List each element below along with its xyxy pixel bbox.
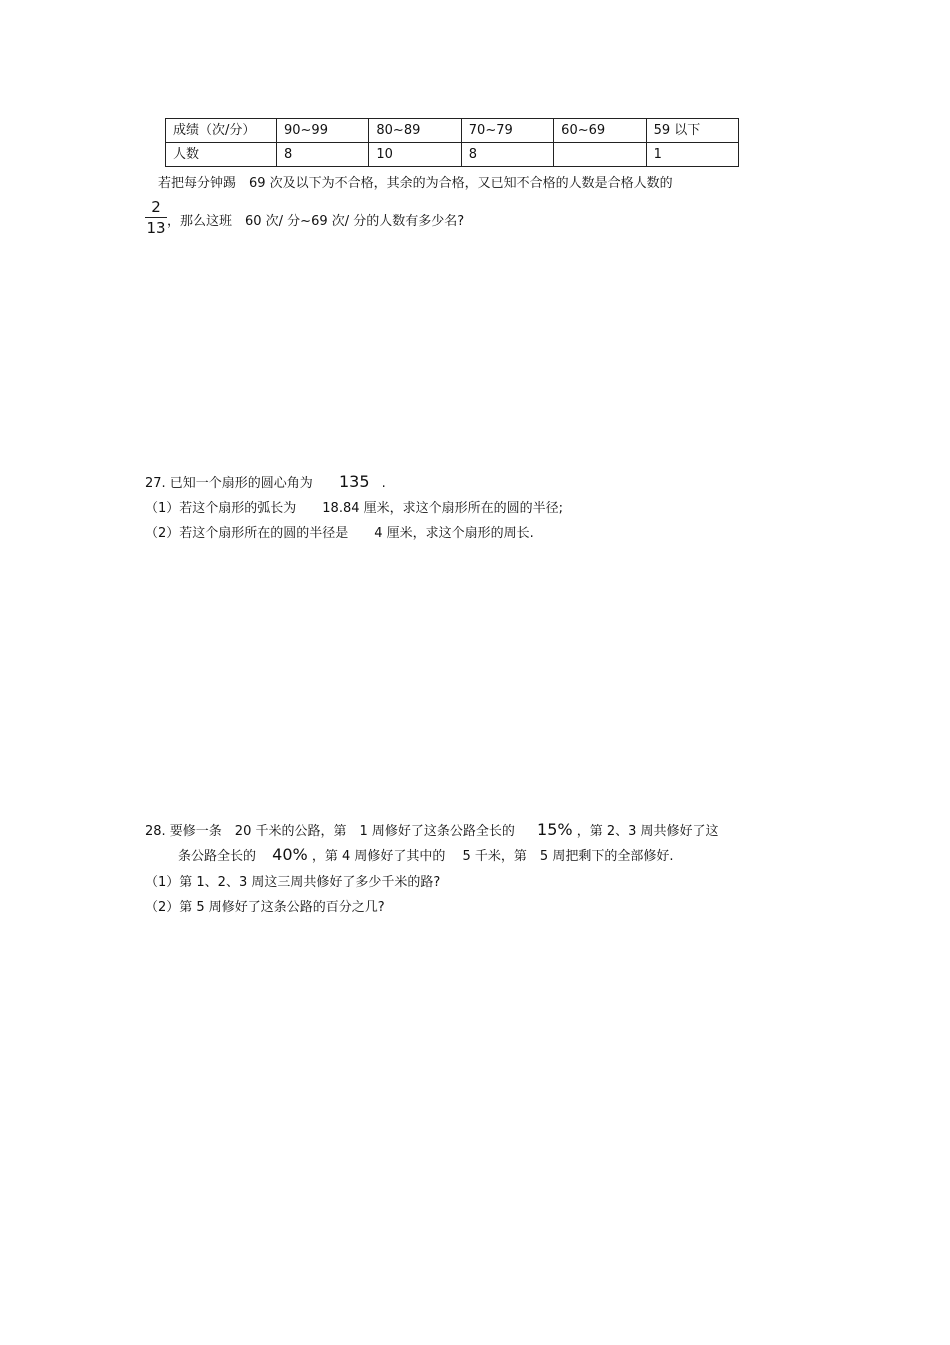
q28-part2: （2）第 5 周修好了这条公路的百分之几? — [145, 900, 385, 915]
table-cell: 8 — [461, 143, 553, 167]
fraction-bar — [145, 217, 167, 218]
q28-line1 — [145, 820, 719, 839]
q26-fraction — [145, 199, 167, 237]
q28-pct2: 40% — [272, 845, 308, 864]
table-cell: 8 — [277, 143, 369, 167]
q27-part2: （2）若这个扇形所在的圆的半径是 4 厘米，求这个扇形的周长. — [145, 526, 534, 541]
table-cell: 人数 — [166, 143, 277, 167]
q28-line2-a: 条公路全长的 — [178, 849, 257, 864]
q27-prefix: 27. 已知一个扇形的圆心角为 — [145, 476, 313, 491]
q27-suffix: . — [381, 476, 386, 491]
table-cell: 1 — [646, 143, 738, 167]
table-row — [166, 119, 739, 143]
q27-angle: 135 — [338, 472, 370, 491]
table-cell: 70~79 — [461, 119, 553, 143]
score-table — [165, 118, 739, 167]
table-cell: 成绩（次/分） — [166, 119, 277, 143]
fraction-denominator: 13 — [146, 219, 166, 237]
table-cell: 60~69 — [554, 119, 646, 143]
q28-line2-b: ，第 4 周修好了其中的 5 千米，第 5 周把剩下的全部修好. — [311, 849, 674, 864]
table-cell — [554, 143, 646, 167]
table-cell: 90~99 — [277, 119, 369, 143]
q27-part1: （1）若这个扇形的弧长为 18.84 厘米，求这个扇形所在的圆的半径; — [145, 501, 563, 516]
q28-line2 — [178, 845, 673, 864]
q26-line2: ，那么这班 60 次/ 分~69 次/ 分的人数有多少名? — [167, 214, 465, 229]
table-cell: 80~89 — [369, 119, 461, 143]
q27-stem — [145, 472, 386, 491]
table-cell: 59 以下 — [646, 119, 738, 143]
fraction-numerator: 2 — [151, 198, 161, 216]
q28-part1: （1）第 1、2、3 周这三周共修好了多少千米的路? — [145, 875, 441, 890]
q28-line1-a: 28. 要修一条 20 千米的公路，第 1 周修好了这条公路全长的 — [145, 824, 515, 839]
table-row — [166, 143, 739, 167]
table-cell: 10 — [369, 143, 461, 167]
q26-line1: 若把每分钟踢 69 次及以下为不合格，其余的为合格，又已知不合格的人数是合格人数的 — [158, 176, 673, 191]
q28-pct1: 15% — [537, 820, 573, 839]
q28-line1-b: ，第 2、3 周共修好了这 — [576, 824, 719, 839]
